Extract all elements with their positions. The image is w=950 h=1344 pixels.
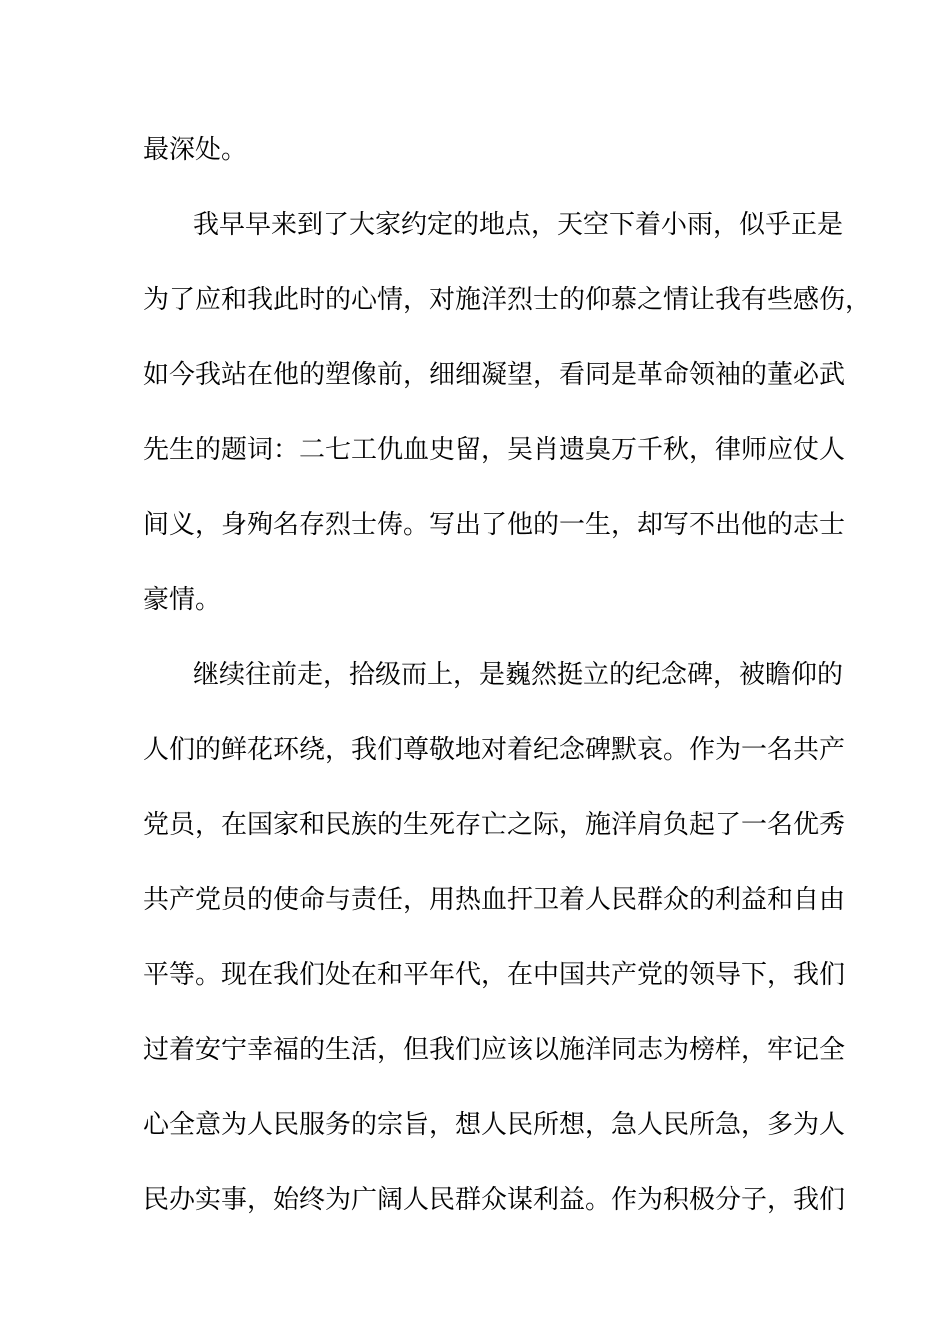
- text-line: 民办实事，始终为广阔人民群众谋利益。作为积极分子，我们: [143, 1185, 846, 1215]
- text-line: 过着安宁幸福的生活，但我们应该以施洋同志为榜样，牢记全: [143, 1035, 846, 1065]
- text-line: 平等。现在我们处在和平年代，在中国共产党的领导下，我们: [143, 960, 846, 990]
- text-line: 党员，在国家和民族的生死存亡之际，施洋肩负起了一名优秀: [143, 810, 846, 840]
- paragraph-start-line: 我早早来到了大家约定的地点，天空下着小雨，似乎正是: [193, 210, 844, 240]
- text-line: 共产党员的使命与责任，用热血扞卫着人民群众的利益和自由: [143, 885, 846, 915]
- text-line: 豪情。: [143, 585, 222, 615]
- text-line: 人们的鲜花环绕，我们尊敬地对着纪念碑默哀。作为一名共产: [143, 735, 846, 765]
- text-line: 心全意为人民服务的宗旨，想人民所想，急人民所急，多为人: [143, 1110, 846, 1140]
- text-line: 间义，身殉名存烈士俦。写出了他的一生，却写不出他的志士: [143, 510, 846, 540]
- text-line: 最深处。: [143, 135, 248, 165]
- paragraph-start-line: 继续往前走，拾级而上，是巍然挺立的纪念碑，被瞻仰的: [193, 660, 844, 690]
- text-line: 为了应和我此时的心情，对施洋烈士的仰慕之情让我有些感伤，: [143, 285, 872, 315]
- text-line: 先生的题词：二七工仇血史留，吴肖遗臭万千秋，律师应仗人: [143, 435, 846, 465]
- text-line: 如今我站在他的塑像前，细细凝望，看同是革命领袖的董必武: [143, 360, 846, 390]
